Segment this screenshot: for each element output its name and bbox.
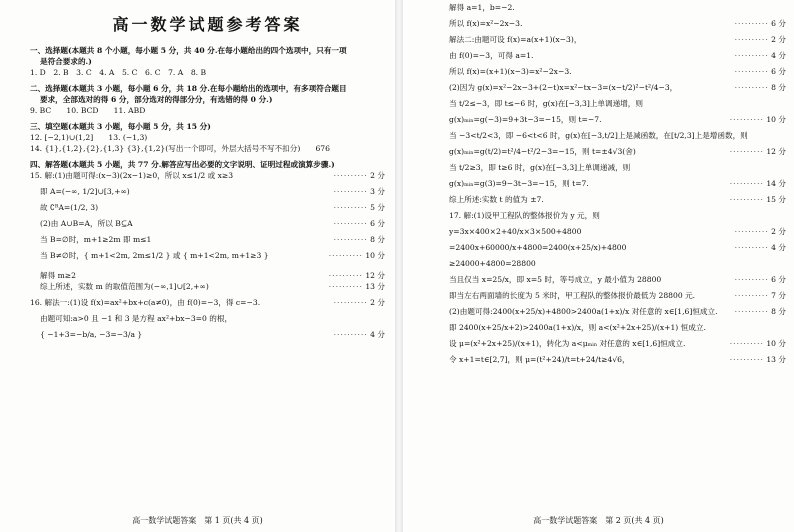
leader-dots: ·········· (734, 83, 769, 92)
answer-text: 令 x+1=t∈[2,7]，则 μ=(t²+24)/t=t+24/t≥4√6， (449, 355, 630, 364)
answer-line (449, 98, 786, 109)
answer-text: 即 2400(x+25/x+2)>2400a(1+x)/x，则 a<(x²+2x+25)/(x+1) 恒成立. (449, 323, 706, 332)
score-mark: 6 分 (367, 219, 385, 228)
answer-line (30, 186, 385, 197)
answer-line (30, 56, 385, 67)
answer-line (449, 18, 786, 29)
answer-text: 综上所述:实数 t 的值为 ±7. (449, 195, 544, 204)
answer-text: 当 −3<t/2<3，即 −6<t<6 时，g(x)在[−3,t/2]上是减函数，在[t/2,3]上是增函数，则 (449, 131, 748, 140)
answer-line (30, 270, 385, 281)
answer-text: 所以 f(x)=x²−2x−3. (449, 19, 523, 28)
answer-line (30, 132, 385, 143)
answer-line (449, 338, 786, 349)
score-mark: 13 分 (362, 282, 385, 291)
answer-text: 当 B=∅时，m+1≥2m 即 m≤1 (40, 235, 152, 244)
score-mark: 4 分 (768, 51, 786, 60)
score-mark: 14 分 (763, 179, 786, 188)
leader-dots: ·········· (328, 251, 363, 260)
answer-text: 一、选择题(本题共 8 个小题，每小题 5 分，共 40 分.在每小题给出的四个选项中，只有一项 (30, 46, 347, 55)
answer-line (30, 329, 385, 340)
answer-text: 15. 解:(1)由题可得:(x−3)(2x−1)≥0，所以 x≤1/2 或 x≥3 (30, 171, 234, 180)
page-gutter (395, 0, 403, 532)
leader-dots: ·········· (734, 307, 769, 316)
answer-line (30, 250, 385, 261)
score-mark: 6 分 (768, 67, 786, 76)
answer-text: 当 t/2≤−3，即 t≤−6 时，g(x)在[−3,3]上单调递增，则 (449, 99, 643, 108)
page-title: 高一数学试题参考答案 (112, 15, 303, 34)
leader-dots: ·········· (729, 195, 764, 204)
score-mark: 2 分 (768, 227, 786, 236)
answer-text: 解法二:由题可设 f(x)=a(x+1)(x−3)， (449, 35, 582, 44)
score-mark: 10 分 (763, 339, 786, 348)
answer-text: 设 μ=(x²+2x+25)/(x+1)，转化为 a<μₘᵢₙ 对任意的 x∈[1,6]恒成立. (449, 339, 686, 348)
leader-dots: ·········· (734, 243, 769, 252)
score-mark: 4 分 (768, 243, 786, 252)
answer-text: 即当左右两面墙的长度为 5 米时，甲工程队的整体报价最低为 28800 元. (449, 291, 696, 300)
leader-dots: ·········· (333, 235, 368, 244)
answer-line (449, 194, 786, 205)
answer-line (30, 281, 385, 292)
answer-line (449, 306, 786, 317)
leader-dots: ·········· (734, 227, 769, 236)
leader-dots: ·········· (734, 275, 769, 284)
answer-text: { −1+3=−b/a, −3=−3/a } (40, 330, 143, 339)
answer-line (30, 94, 385, 105)
answer-line (449, 130, 786, 141)
answer-text: 16. 解法一:(1)设 f(x)=ax²+bx+c(a≠0)，由 f(0)=−3，得 c=−3. (30, 298, 261, 307)
leader-dots: ·········· (729, 147, 764, 156)
answer-line (30, 67, 385, 78)
answer-text: 解得 m≥2 (40, 271, 76, 280)
leader-dots: ·········· (729, 179, 764, 188)
answer-text: g(x)ₘᵢₙ=g(t/2)=t²/4−t²/2−3=−15，则 t=±4√3(舍) (449, 147, 636, 156)
page-2-body (449, 2, 786, 365)
answer-line (449, 162, 786, 173)
answer-text: 即 A=(−∞, 1/2]∪[3,+∞) (40, 187, 130, 196)
leader-dots: ·········· (333, 187, 368, 196)
score-mark: 15 分 (763, 195, 786, 204)
answer-page-2 (403, 0, 794, 532)
answer-line (449, 114, 786, 125)
answer-line (449, 210, 786, 221)
score-mark: 8 分 (768, 307, 786, 316)
score-mark: 3 分 (367, 187, 385, 196)
answer-line (449, 2, 786, 13)
answer-line (30, 202, 385, 213)
answer-text: 故 ∁ᴿA=(1/2, 3) (40, 203, 99, 212)
answer-text: 由 f(0)=−3，可得 a=1. (449, 51, 534, 60)
answer-text: g(x)ₘᵢₙ=g(−3)=9+3t−3=−15，则 t=−7. (449, 115, 602, 124)
answer-line (30, 234, 385, 245)
leader-dots: ·········· (729, 355, 764, 364)
answer-line (449, 354, 786, 365)
score-mark: 6 分 (768, 275, 786, 284)
leader-dots: ·········· (734, 291, 769, 300)
answer-text: 所以 f(x)=(x+1)(x−3)=x²−2x−3. (449, 67, 572, 76)
answer-line (449, 258, 786, 269)
score-mark: 2 分 (367, 171, 385, 180)
answer-line (30, 45, 385, 56)
score-mark: 7 分 (768, 291, 786, 300)
leader-dots: ·········· (734, 51, 769, 60)
answer-text: =2400x+60000/x+4800=2400(x+25/x)+4800 (449, 243, 627, 252)
score-mark: 8 分 (768, 83, 786, 92)
score-mark: 6 分 (768, 19, 786, 28)
answer-text: (2)由题可得:2400(x+25/x)+4800>2400a(1+x)/x 对任意的 x∈[1,6]恒成立. (449, 307, 718, 316)
answer-text: 是符合要求的.) (40, 57, 92, 66)
answer-line (30, 121, 385, 132)
answer-text: 当 t/2≥3，即 t≥6 时，g(x)在[−3,3]上单调递减，则 (449, 163, 631, 172)
answer-line (449, 66, 786, 77)
leader-dots: ·········· (333, 330, 368, 339)
score-mark: 12 分 (362, 271, 385, 280)
leader-dots: ·········· (333, 219, 368, 228)
score-mark: 5 分 (367, 203, 385, 212)
answer-text: 9. BC 10. BCD 11. ABD (30, 106, 146, 115)
answer-text: 当 B≠∅时，{ m+1<2m, 2m≤1/2 } 或 { m+1<2m, m+1≥3 } (40, 251, 269, 260)
answer-line (30, 159, 385, 170)
answer-line (449, 34, 786, 45)
answer-line (30, 297, 385, 308)
answer-text: 1. D 2. B 3. C 4. A 5. C 6. C 7. A 8. B (30, 68, 207, 77)
leader-dots: ·········· (333, 203, 368, 212)
leader-dots: ·········· (734, 67, 769, 76)
answer-line (449, 82, 786, 93)
answer-line (449, 290, 786, 301)
score-mark: 10 分 (362, 251, 385, 260)
answer-line (449, 274, 786, 285)
score-mark: 4 分 (367, 330, 385, 339)
answer-text: 二、选择题(本题共 3 小题，每小题 6 分，共 18 分.在每小题给出的选项中，有多项符合题目 (30, 84, 347, 93)
leader-dots: ·········· (734, 35, 769, 44)
leader-dots: ·········· (729, 115, 764, 124)
answer-text: (2)由 A∪B=A，所以 B⊆A (40, 219, 133, 228)
score-mark: 13 分 (763, 355, 786, 364)
answer-line (449, 146, 786, 157)
score-mark: 2 分 (768, 35, 786, 44)
answer-text: (2)因为 g(x)=x²−2x−3+(2−t)x=x²−tx−3=(x−t/2)²−t²/4−3， (449, 83, 678, 92)
score-mark: 12 分 (763, 147, 786, 156)
answer-text: 14. {1},{1,2},{2},{1,3} {3},{1,2}(写出一个即可，外层大括号不写不扣分) 676 (30, 144, 330, 153)
answer-line (449, 322, 786, 333)
leader-dots: ·········· (328, 282, 363, 291)
page-footer: 高一数学试题答案 第 2 页(共 4 页) (533, 516, 664, 525)
answer-line (449, 178, 786, 189)
page-footer: 高一数学试题答案 第 1 页(共 4 页) (132, 516, 263, 525)
answer-line (30, 170, 385, 181)
answer-text: 四、解答题(本题共 5 小题，共 77 分.解答应写出必要的文字说明、证明过程或演算步骤.) (30, 160, 335, 169)
answer-text: y=3x×400×2+40/x×3×500+4800 (449, 227, 582, 236)
answer-text: 解得 a=1，b=−2. (449, 3, 515, 12)
answer-text: ≥24000+4800=28800 (449, 259, 536, 268)
leader-dots: ·········· (328, 271, 363, 280)
answer-line (449, 226, 786, 237)
answer-line (30, 218, 385, 229)
page-1-body (30, 45, 385, 340)
answer-text: 综上所述，实数 m 的取值范围为(−∞,1]∪[2,+∞) (40, 282, 209, 291)
answer-text: g(x)ₘᵢₙ=g(3)=9−3t−3=−15，则 t=7. (449, 179, 589, 188)
answer-text: 三、填空题(本题共 3 小题，每小题 5 分，共 15 分) (30, 122, 211, 131)
leader-dots: ·········· (729, 339, 764, 348)
answer-line (449, 242, 786, 253)
leader-dots: ·········· (333, 171, 368, 180)
answer-text: 当且仅当 x=25/x，即 x=5 时，等号成立，y 最小值为 28800 (449, 275, 662, 284)
answer-line (30, 313, 385, 324)
score-mark: 10 分 (763, 115, 786, 124)
leader-dots: ·········· (333, 298, 368, 307)
score-mark: 2 分 (367, 298, 385, 307)
answer-text: 要求，全部选对的得 6 分，部分选对的得部分分，有选错的得 0 分.) (40, 95, 273, 104)
answer-text: 17. 解:(1)设甲工程队的整体报价为 y 元，则 (449, 211, 600, 220)
answer-text: 由题可知:a>0 且 −1 和 3 是方程 ax²+bx−3=0 的根， (40, 314, 233, 323)
answer-page-1 (0, 0, 395, 532)
leader-dots: ·········· (734, 19, 769, 28)
answer-text: 12. [−2,1)∪(1,2] 13. (−1,3) (30, 133, 148, 142)
answer-line (30, 83, 385, 94)
score-mark: 8 分 (367, 235, 385, 244)
answer-line (30, 143, 385, 154)
answer-line (30, 105, 385, 116)
answer-line (449, 50, 786, 61)
